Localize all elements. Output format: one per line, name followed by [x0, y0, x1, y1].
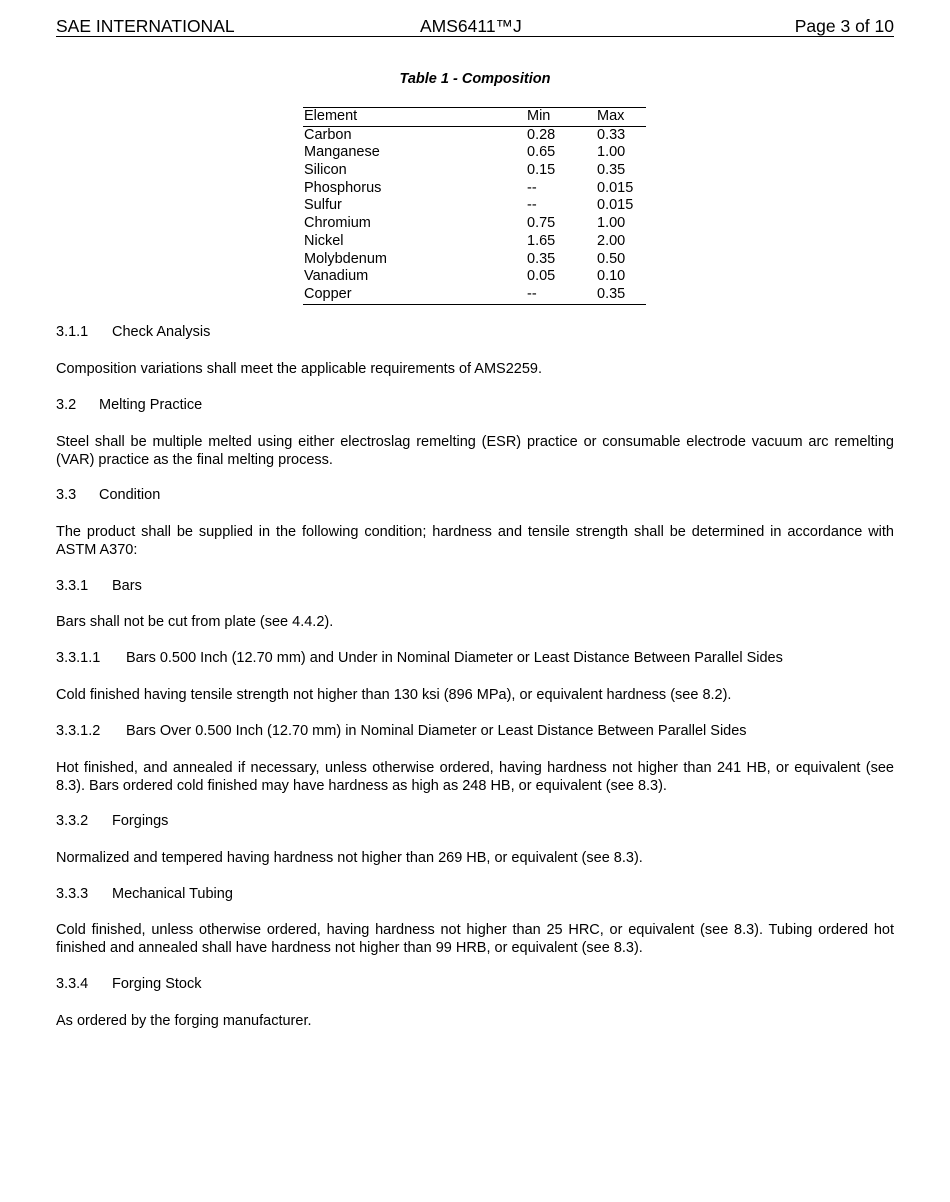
- cell-max: 0.015: [597, 197, 634, 214]
- table-row: [303, 215, 646, 233]
- column-header-element: Element: [304, 108, 358, 124]
- cell-element: Manganese: [304, 144, 380, 161]
- page-header: [56, 16, 894, 37]
- table-row: [303, 251, 646, 269]
- header-page-number: Page 3 of 10: [794, 16, 894, 36]
- section-heading-3-3-3: [56, 885, 894, 903]
- table-row: [303, 197, 646, 215]
- table-row: [303, 268, 646, 286]
- cell-min: 0.75: [527, 215, 556, 232]
- section-heading-3-1-1: [56, 323, 894, 341]
- cell-element: Chromium: [304, 215, 371, 232]
- section-title: Mechanical Tubing: [112, 886, 233, 902]
- cell-min: --: [527, 285, 537, 302]
- table-row: [303, 286, 646, 304]
- table-caption: Table 1 - Composition: [399, 71, 551, 87]
- section-number: 3.1.1: [56, 324, 89, 340]
- cell-max: 0.50: [597, 250, 626, 267]
- column-header-max: Max: [597, 108, 625, 124]
- cell-max: 0.015: [597, 179, 634, 196]
- section-heading-3-3-1-2: [56, 722, 894, 740]
- cell-max: 1.00: [597, 144, 626, 161]
- table-header-row: [303, 108, 646, 127]
- cell-min: --: [527, 197, 537, 214]
- cell-max: 0.35: [597, 285, 626, 302]
- section-number: 3.3: [56, 487, 77, 503]
- paragraph-3-2: Steel shall be multiple melted using either electroslag remelting (ESR) practice or consumable electrode vacuum arc remelting (VAR) practice as the final melting process.: [56, 434, 894, 468]
- cell-element: Molybdenum: [304, 250, 388, 267]
- section-number: 3.3.2: [56, 813, 89, 829]
- composition-table: [303, 107, 646, 305]
- cell-min: 0.28: [527, 126, 556, 143]
- cell-max: 1.00: [597, 215, 626, 232]
- section-title: Bars Over 0.500 Inch (12.70 mm) in Nominal Diameter or Least Distance Between Parallel Sides: [126, 723, 747, 739]
- section-number: 3.3.4: [56, 976, 89, 992]
- cell-min: 0.65: [527, 144, 556, 161]
- cell-min: 0.15: [527, 162, 556, 179]
- cell-element: Carbon: [304, 126, 352, 143]
- section-title: Melting Practice: [99, 397, 203, 413]
- section-title: Check Analysis: [112, 324, 211, 340]
- paragraph-3-1-1: Composition variations shall meet the applicable requirements of AMS2259.: [56, 361, 543, 377]
- section-heading-3-2: [56, 396, 894, 414]
- paragraph-3-3-1: Bars shall not be cut from plate (see 4.4.2).: [56, 614, 334, 630]
- section-heading-3-3-2: [56, 812, 894, 830]
- column-header-min: Min: [527, 108, 551, 124]
- cell-element: Phosphorus: [304, 179, 382, 196]
- table-row: [303, 180, 646, 198]
- cell-max: 0.33: [597, 126, 626, 143]
- cell-max: 2.00: [597, 232, 626, 249]
- cell-element: Vanadium: [304, 268, 369, 285]
- table-row: [303, 144, 646, 162]
- section-title: Forging Stock: [112, 976, 202, 992]
- section-number: 3.2: [56, 397, 77, 413]
- section-title: Bars 0.500 Inch (12.70 mm) and Under in Nominal Diameter or Least Distance Between Parallel Sides: [126, 650, 783, 666]
- cell-element: Copper: [304, 285, 352, 302]
- paragraph-3-3-2: Normalized and tempered having hardness not higher than 269 HB, or equivalent (see 8.3).: [56, 850, 643, 866]
- section-number: 3.3.1.2: [56, 723, 101, 739]
- paragraph-3-3-1-1: Cold finished having tensile strength not higher than 130 ksi (896 MPa), or equivalent hardness (see 8.2).: [56, 687, 732, 703]
- table-row: [303, 127, 646, 145]
- paragraph-3-3-4: As ordered by the forging manufacturer.: [56, 1013, 312, 1029]
- section-heading-3-3-4: [56, 975, 894, 993]
- cell-min: 1.65: [527, 232, 556, 249]
- section-number: 3.3.1: [56, 578, 89, 594]
- cell-element: Sulfur: [304, 197, 342, 214]
- cell-element: Silicon: [304, 162, 347, 179]
- table-row: [303, 233, 646, 251]
- section-number: 3.3.1.1: [56, 650, 101, 666]
- cell-element: Nickel: [304, 232, 344, 249]
- section-heading-3-3-1-1: [56, 649, 894, 667]
- cell-min: 0.35: [527, 250, 556, 267]
- cell-min: --: [527, 179, 537, 196]
- cell-max: 0.35: [597, 162, 626, 179]
- table-row: [303, 162, 646, 180]
- section-number: 3.3.3: [56, 886, 89, 902]
- section-title: Condition: [99, 487, 161, 503]
- section-title: Bars: [112, 578, 142, 594]
- section-heading-3-3-1: [56, 577, 894, 595]
- cell-max: 0.10: [597, 268, 626, 285]
- header-org: SAE INTERNATIONAL: [56, 16, 235, 36]
- cell-min: 0.05: [527, 268, 556, 285]
- paragraph-3-3-3: Cold finished, unless otherwise ordered, having hardness not higher than 25 HRC, or equivalent (see 8.3). Tubing ordered hot finished and annealed shall have hardness not higher than 99 HRB, or equivalent (see 8.3).: [56, 922, 894, 956]
- paragraph-3-3: The product shall be supplied in the following condition; hardness and tensile strength shall be determined in accordance with ASTM A370:: [56, 524, 894, 558]
- header-doc-number: AMS6411™J: [420, 16, 522, 36]
- section-heading-3-3: [56, 486, 894, 504]
- paragraph-3-3-1-2: Hot finished, and annealed if necessary, unless otherwise ordered, having hardness not higher than 241 HB, or equivalent (see 8.3). Bars ordered cold finished may have hardness as high as 248 HB, or equivalent (see 8.3).: [56, 760, 894, 794]
- section-title: Forgings: [112, 813, 169, 829]
